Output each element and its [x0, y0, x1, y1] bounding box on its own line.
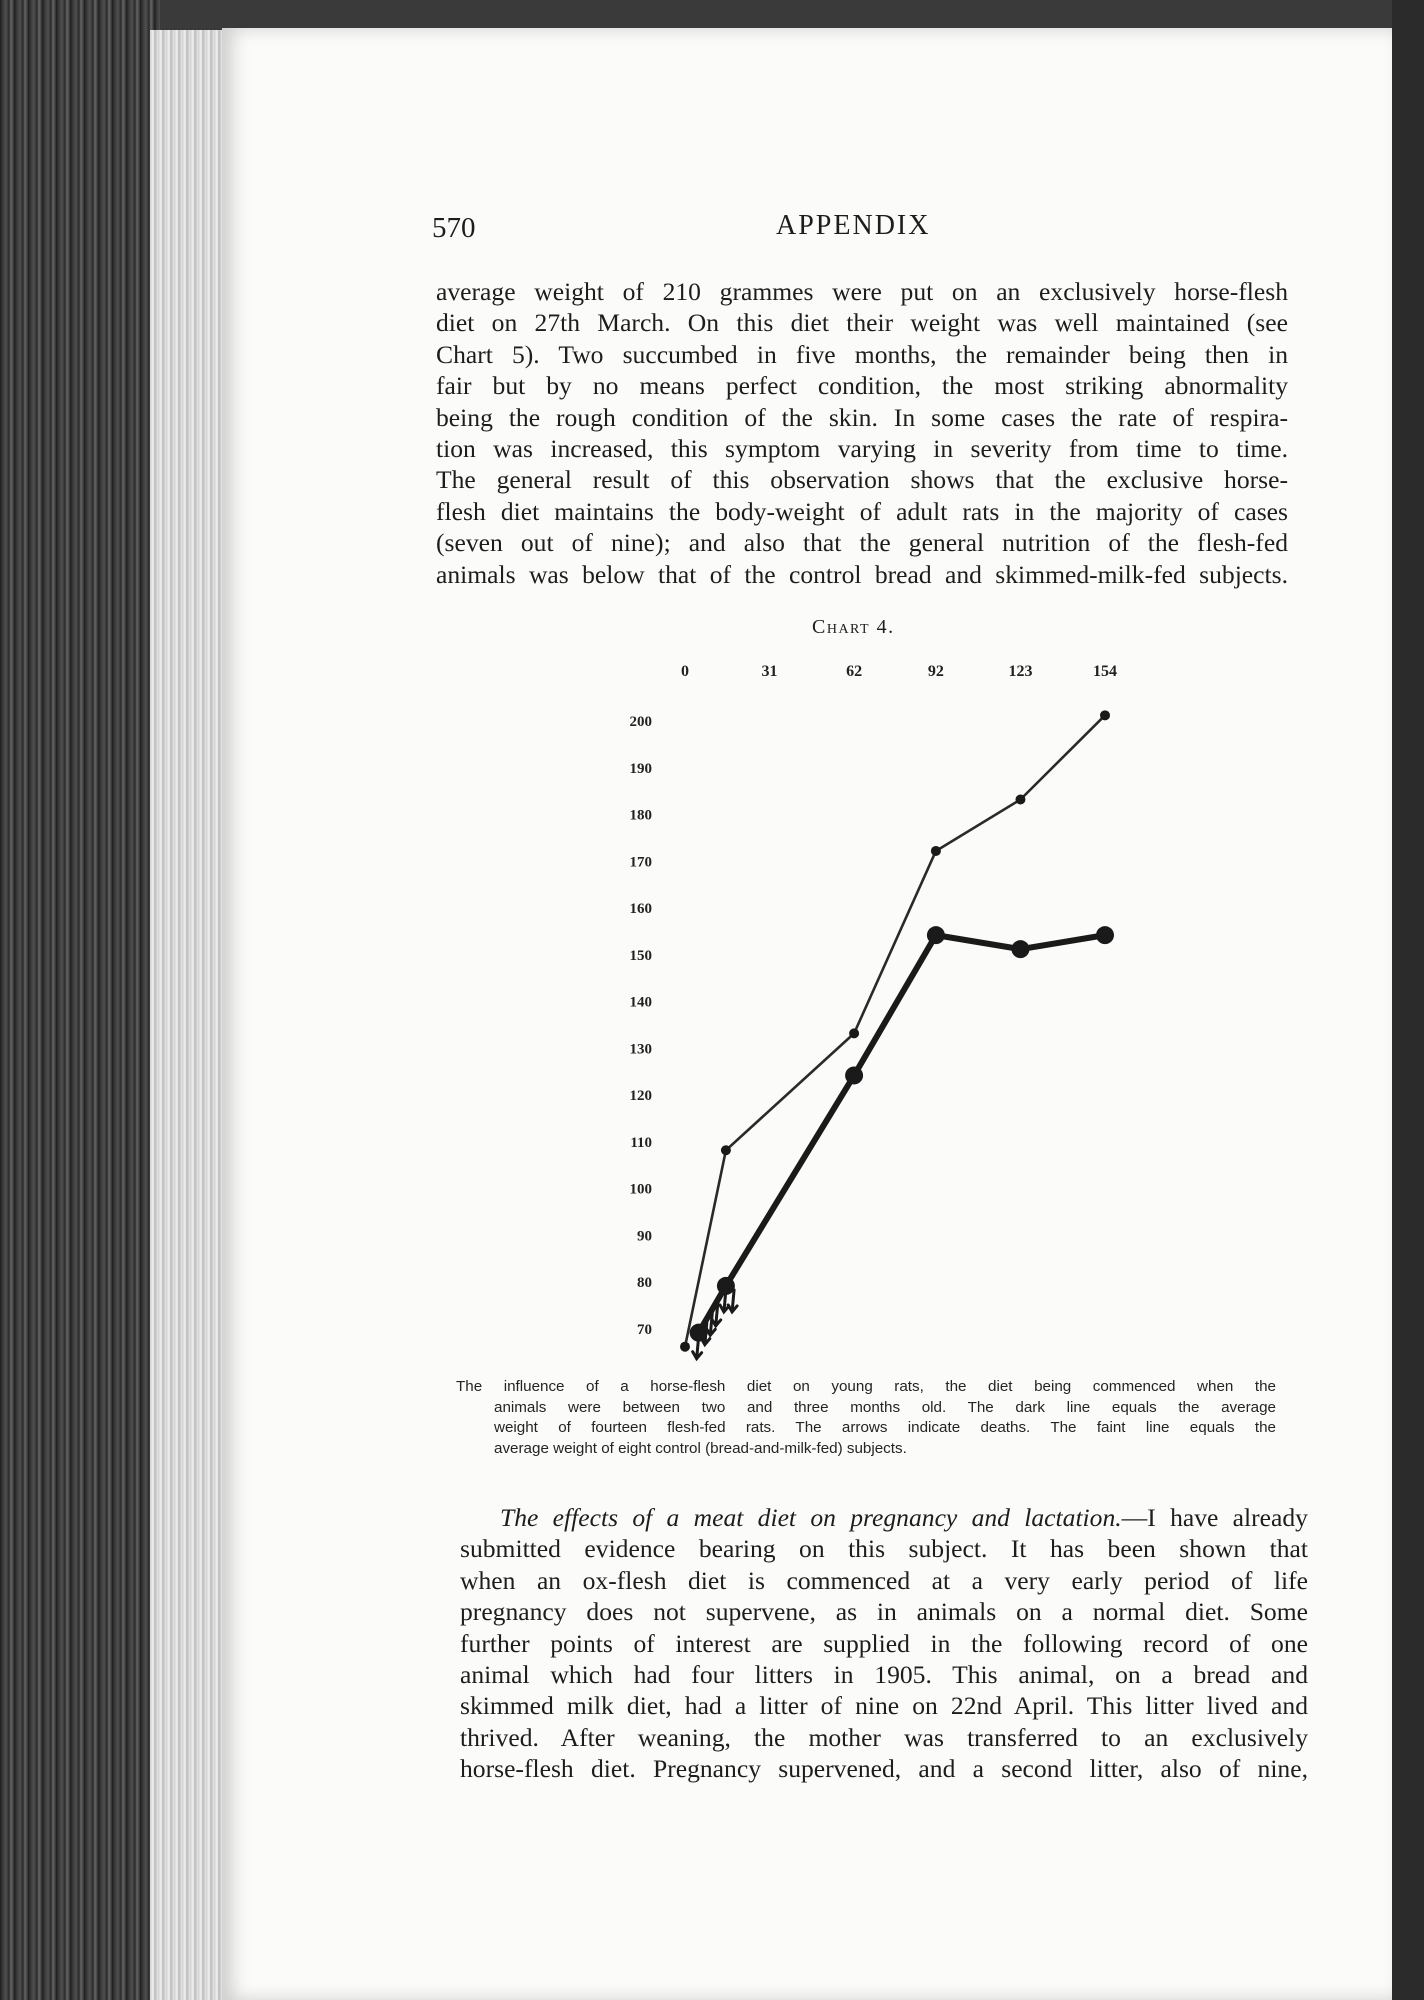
- page-number: 570: [432, 212, 476, 244]
- y-tick-label: 150: [629, 947, 652, 964]
- y-tick-label: 200: [629, 714, 652, 730]
- x-tick-label: 62: [846, 663, 863, 680]
- paragraph-line: further points of interest are supplied in the following record of one: [460, 1628, 1308, 1658]
- paragraph-line: The general result of this observation shows that the exclusive horse-: [436, 465, 1288, 495]
- faint-series-point: [931, 846, 941, 856]
- x-tick-label: 31: [761, 663, 778, 680]
- x-tick-label: 0: [681, 663, 689, 680]
- chart-4-plot: [600, 650, 1160, 1370]
- paragraph-line: when an ox-flesh diet is commenced at a very early period of life: [460, 1565, 1308, 1595]
- paragraph-line: average weight of 210 grammes were put on an exclusively horse-flesh: [436, 277, 1288, 306]
- figure-caption: [456, 1377, 1276, 1459]
- dark-series-point: [927, 926, 945, 944]
- caption-line: The influence of a horse-flesh diet on young rats, the diet being commenced when the: [456, 1378, 1276, 1395]
- running-head: APPENDIX: [776, 210, 931, 241]
- dark-series-point: [845, 1066, 863, 1084]
- paragraph-1: [436, 276, 1288, 590]
- faint-series-point: [721, 1145, 731, 1155]
- section-heading: The effects of a meat diet on pregnancy and lactation.: [500, 1503, 1122, 1532]
- faint-series-point: [680, 1342, 690, 1352]
- y-tick-label: 120: [629, 1088, 652, 1105]
- paragraph-line: horse-flesh diet. Pregnancy supervened, and a second litter, also of nine,: [460, 1754, 1308, 1784]
- dark-series-line: [699, 935, 1105, 1333]
- chart-title: Chart 4.: [812, 616, 895, 638]
- y-tick-label: 190: [629, 760, 652, 777]
- paragraph-line: pregnancy does not supervene, as in animals on a normal diet. Some: [460, 1597, 1308, 1627]
- right-border: [1392, 0, 1424, 2000]
- page-stack: [150, 30, 230, 2000]
- paragraph-line: Chart 5). Two succumbed in five months, the remainder being then in: [436, 339, 1288, 369]
- paragraph-line: thrived. After weaning, the mother was transferred to an exclusively: [460, 1722, 1308, 1752]
- paragraph-line: submitted evidence bearing on this subject. It has been shown that: [460, 1534, 1308, 1564]
- y-tick-label: 140: [629, 994, 652, 1011]
- paragraph-line: fair but by no means perfect condition, the most striking abnormality: [436, 371, 1288, 401]
- dark-series-point: [1096, 926, 1114, 944]
- paragraph-line: animals was below that of the control bread and skimmed-milk-fed subjects.: [436, 559, 1288, 589]
- y-tick-label: 110: [630, 1134, 652, 1151]
- faint-series-point: [849, 1028, 859, 1038]
- paragraph-line: diet on 27th March. On this diet their weight was well maintained (see: [436, 308, 1288, 338]
- y-tick-label: 100: [629, 1181, 652, 1198]
- y-tick-label: 70: [637, 1322, 652, 1338]
- paragraph-2: [460, 1502, 1308, 1785]
- paragraph-line: tion was increased, this symptom varying in severity from time to time.: [436, 434, 1288, 464]
- paragraph-line: animal which had four litters in 1905. This animal, on a bread and: [460, 1660, 1308, 1690]
- book-page-edges: [0, 0, 160, 2000]
- x-tick-label: 123: [1008, 663, 1033, 680]
- y-tick-label: 90: [637, 1228, 652, 1245]
- paragraph-line: (seven out of nine); and also that the general nutrition of the flesh-fed: [436, 528, 1288, 558]
- caption-line: weight of fourteen flesh-fed rats. The arrows indicate deaths. The faint line equals the: [494, 1419, 1276, 1437]
- y-tick-label: 170: [629, 854, 652, 871]
- x-tick-label: 154: [1093, 663, 1117, 680]
- caption-line: animals were between two and three months old. The dark line equals the average: [494, 1398, 1276, 1416]
- y-tick-label: 80: [637, 1275, 652, 1292]
- x-tick-label: 92: [927, 663, 944, 680]
- paragraph-line: flesh diet maintains the body-weight of adult rats in the majority of cases: [436, 496, 1288, 526]
- y-tick-label: 130: [629, 1041, 652, 1058]
- y-tick-label: 160: [629, 901, 652, 918]
- faint-series-point: [1100, 710, 1110, 720]
- paragraph-line-text: —I have already: [1121, 1503, 1308, 1532]
- paragraph-first-line: [460, 1502, 1308, 1533]
- caption-line: average weight of eight control (bread-and-milk-fed) subjects.: [494, 1439, 907, 1457]
- faint-series-point: [1015, 795, 1025, 805]
- y-tick-label: 180: [629, 807, 652, 824]
- paragraph-line: skimmed milk diet, had a litter of nine on 22nd April. This litter lived and: [460, 1691, 1308, 1721]
- paragraph-line: being the rough condition of the skin. In some cases the rate of respira-: [436, 402, 1288, 432]
- dark-series-point: [1011, 940, 1029, 958]
